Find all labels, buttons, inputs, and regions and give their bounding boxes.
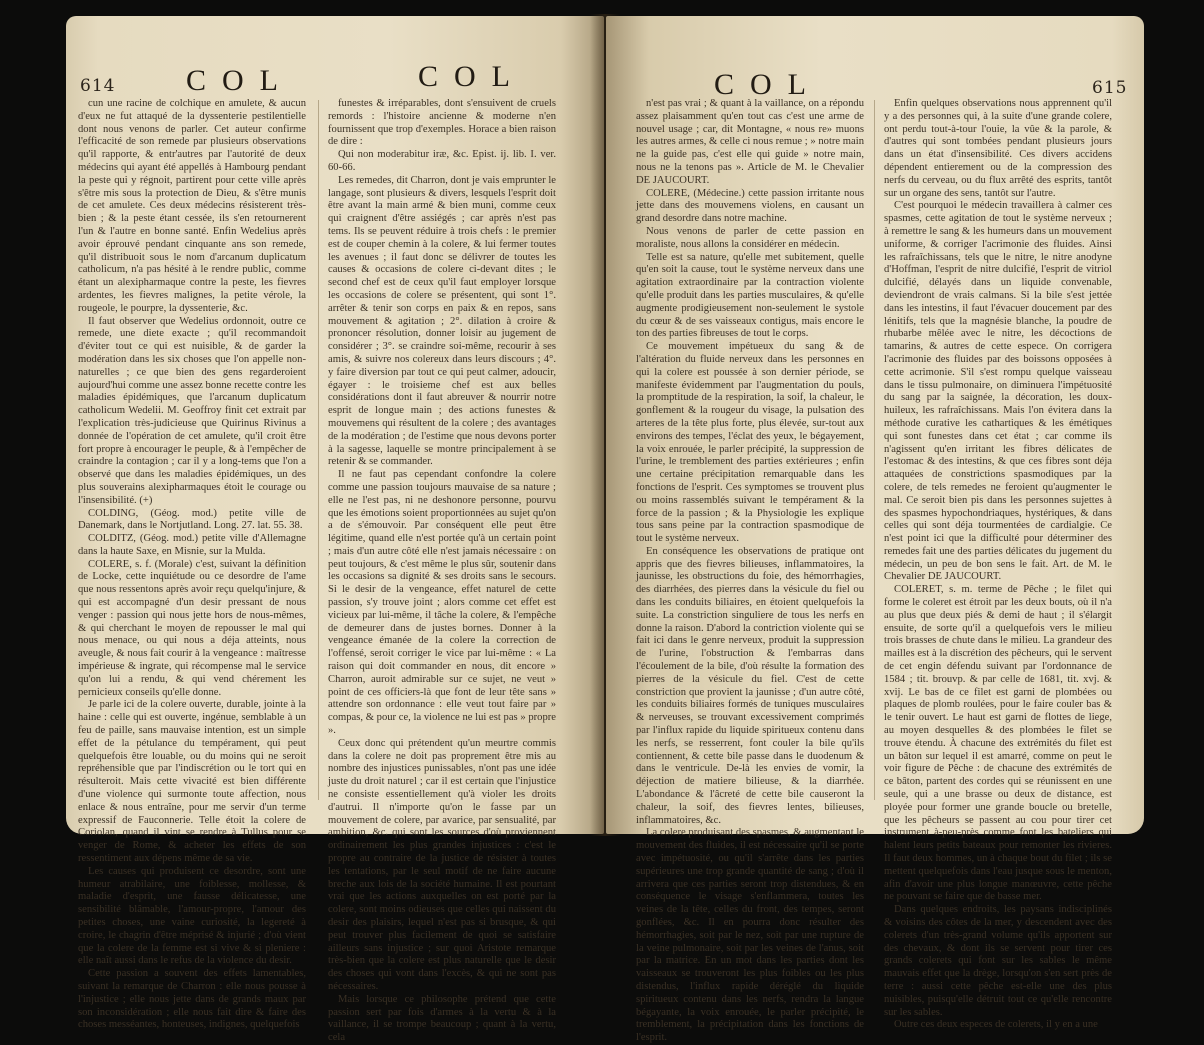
- paragraph: funestes & irréparables, dont s'ensuivent de cruels remords : l'histoire ancienne & moderne n'en fournissent que trop d'exemples. Horace a bien raison de dire :: [328, 98, 556, 148]
- page-number-right: 615: [1092, 78, 1128, 98]
- paragraph: Nous venons de parler de cette passion en moraliste, nous allons la considérer en médecin.: [636, 225, 864, 250]
- paragraph: Ce mouvement impétueux du sang & de l'altération du fluide nerveux dans les personnes en qui la colere est poussée à son dernier période, se manifeste évidemment par l'augmentation du pouls, la promptitude de la respiration, la soif, la chaleur, le gonflement & la rougeur du visage, la pulsation des arteres de la tête plus forte, plus élevée, sur-tout aux environs des tempes, l'éclat des yeux, le bégayement, la voix enrouée, le parler précipité, la suppression de l'urine, le tremblement des parties extérieures ; enfin une certaine précipitation remarquable dans les fonctions de l'esprit. Ces symptomes se trouvent plus ou moins rassemblés suivant le tempérament & la force de la passion ; & la Physiologie les explique tous sans peine par la contraction spasmodique de tout le système nerveux.: [636, 341, 864, 545]
- left-page-column-2: [328, 98, 556, 1044]
- page-number-left: 614: [80, 76, 116, 96]
- paragraph: Il ne faut pas cependant confondre la colere comme une passion toujours mauvaise de sa nature ; elle ne l'est pas, ni ne deshonore personne, pourvu que les émotions soient proportionnées au sujet qu'on a de s'émouvoir. Par conséquent elle peut être légitime, quand elle n'est portée qu'à un certain point ; mais d'un autre côté elle n'est jamais nécessaire : on peut toujours, & c'est même le plus sûr, soutenir dans les occasions sa dignité & ses droits sans le secours. Si le desir de la vengeance, effet naturel de cette passion, s'y trouve joint ; alors comme cet effet est vicieux par lui-même, il tâche la colere, & l'empêche de demeurer dans de justes bornes. Donner à la vengeance émanée de la colere la correction de l'offensé, seroit corriger le vice par lui-même : « La raison qui doit commander en nous, dit encore » Charron, auroit admirable sur ce sujet, ne veut » point de ces officiers-là que font de leur tête sans » attendre son ordonnance : elle veut tout faire par » compas, & pour ce, la violence ne lui est pas » propre ».: [328, 469, 556, 737]
- column-rule: [874, 100, 875, 800]
- paragraph: n'est pas vrai ; & quant à la vaillance, on a répondu assez plaisamment qu'en tout cas c'est une arme de nouvel usage ; car, dit Montagne, « nous re» muons les autres armes, & celle ci nous remue ; » notre main ne la guide pas, c'est elle qui guide » notre main, nous ne la tenons pas ». Article de M. le Chevalier DE JAUCOURT.: [636, 98, 864, 186]
- column-rule: [318, 100, 319, 800]
- paragraph: Telle est sa nature, qu'elle met subitement, quelle qu'en soit la cause, tout le système nerveux dans une agitation extraordinaire par la contraction violente qu'elle produit dans les parties musculaires, & qu'elle augmente prodigieusement non-seulement le systole du cœur & de ses vaisseaux contigus, mais encore le ton des parties fibreuses de tout le corps.: [636, 251, 864, 340]
- paragraph: La colere produisant des spasmes, & augmentant le mouvement des fluides, il est nécessaire qu'il se porte avec impétuosité, ou qu'il s'arrête dans les parties supérieures une trop grande quantité de sang ; d'où il arrivera que ces parties seront trop distendues, & en conséquence le visage s'enflammera, toutes les veines de la tête, celles du front, des tempes, seront gonflées, &c. Il en pourra donc résulter des hémorrhagies, soit par le nez, soit par une rupture de la veine pulmonaire, soit par les veines de l'anus, soit par la matrice. En un mot dans les parties dont les vaisseaux se trouveront les plus foibles ou les plus distendus, l'influx rapide déréglé du liquide spiritueux contenu dans les nerfs, rendra la langue bégayante, la voix enrouée, le parler précipité, le tremblement, la précipitation dans les fonctions de l'esprit.: [636, 827, 864, 1044]
- running-head-right-column: COL: [418, 60, 526, 93]
- paragraph: Les remedes, dit Charron, dont je vais emprunter le langage, sont plusieurs & divers, lesquels l'esprit doit être avant la main armé & bien muni, comme ceux qui craignent d'être assiégés ; car après n'est pas tems. Ils se peuvent réduire à trois chefs : le premier est de couper chemin à la colere, & lui fermer toutes les avenues ; il faut donc se délivrer de toutes les causes & occasions de colere ci-devant dites ; le second chef est de ceux qu'il faut employer lorsque les occasions de colere se présentent, qui sont 1°. arrêter & tenir son corps en paix & en repos, sans mouvement & agitation ; 2°. dilation à croire & prononcer résolution, donner loisir au jugement de considérer ; 3°. se craindre soi-même, recourir à ses amis, & suivre nos colereux dans leurs discours ; 4°. y faire diversion par tout ce qui peut calmer, adoucir, égayer : le troisieme chef est aux belles considérations dont il faut abreuver & nourrir notre esprit de longue main ; des actions funestes & mouvemens qui résultent de la colere ; des avantages de la modération ; de l'estime que nous devons porter à la sagesse, laquelle se montre principalement à se retenir & se commander.: [328, 174, 556, 468]
- paragraph: Outre ces deux especes de colerets, il y en a une: [894, 1019, 1098, 1031]
- left-page-column-1: [78, 98, 306, 1031]
- paragraph: En conséquence les observations de pratique ont appris que des fievres bilieuses, inflammatoires, la jaunisse, les obstructions du foie, des hémorrhagies, des diarrhées, des pierres dans la vésicule du fiel ou dans les conduits biliaires, en étoient quelquefois la suite. La constriction singuliere de tous les nerfs en donne la raison. D'abord la contriction violente qui se fait ici dans le genre nerveux, produit la suppression de l'urine, l'obstruction & l'embarras dans l'écoulement de la bile, d'où résulte la formation des pierres de la vésicule du fiel. C'est de cette constriction que provient la jaunisse ; d'un autre côté, les conduits biliaires formés de tuniques musculaires & nerveuses, se trouvant excessivement comprimés par l'influx rapide du liquide spiritueux contenu dans les nerfs, se resserrent, font couler la bile qu'ils contiennent, & cette bile passe dans le duodenum & dans le ventricule. De-là les envies de vomir, la déjection de matiere bilieuse, & la diarrhée. L'abondance & l'âcreté de cette bile causeront la chaleur, la soif, des fievres lentes, bilieuses, inflammatoires, &c.: [636, 545, 864, 826]
- paragraph: Cette passion a souvent des effets lamentables, suivant la remarque de Charron : elle nous pousse à l'injustice ; elle nous jette dans de grands maux par son inconsidération ; elle nous fait dire & faire des choses messéantes, honteuses, indignes, quelquefois: [78, 968, 306, 1031]
- left-page: [66, 16, 604, 1044]
- right-page: [606, 16, 1144, 1044]
- paragraph: Il faut observer que Wedelius ordonnoit, outre ce remede, une diete exacte ; qu'il recommandoit d'éviter tout ce qui est nuisible, & de garder la modération dans les six choses que l'on appelle non-naturelles ; ce que bien des gens regarderoient aujourd'hui comme une assez bonne recette contre les maladies épidémiques, que l'arcanum duplicatum catholicum Wedelii. M. Geoffroy finit cet extrait par l'explication très-judicieuse que Quirinus Rivinus a donnée de l'opération de cet amulete, qu'il croit être fort propre à encourager le peuple, & à l'empêcher de craindre la contagion ; car il y a long-tems que l'on a observé que dans les maladies épidémiques, un des plus souverains alexipharmaques étoit le courage ou l'insensibilité. (+): [78, 315, 306, 506]
- paragraph: Enfin quelques observations nous apprennent qu'il y a des personnes qui, à la suite d'une grande colere, ont perdu tout-à-tour l'ouie, la vûe & la parole, & d'autres qui sont tombées pendant plusieurs jours dans un état d'insensibilité. Ces divers accidens dépendent entierement ou de la compression des nerfs du cerveau, ou du flux arrêté des esprits, tantôt sur un organe des sens, tantôt sur l'autre.: [884, 98, 1112, 199]
- paragraph: Les causes qui produisent ce desordre, sont une humeur atrabilaire, une foiblesse, mollesse, & maladie d'esprit, une fausse délicatesse, une sensibilité blâmable, l'amour-propre, l'amour des petites choses, une vaine curiosité, la legereté à croire, le chagrin d'être méprisé & injurié ; d'où vient que la colere de la femme est si vive & si pleniere : elle naît aussi dans le refus de la violence du desir.: [78, 865, 306, 967]
- right-page-column-1: [636, 98, 864, 1044]
- running-head-left-column: COL: [186, 64, 294, 97]
- paragraph: COLERET, s. m. terme de Pêche ; le filet qui forme le coleret est étroit par les deux bouts, où il n'a au plus que deux piés & demi de haut ; il s'élargit ensuite, de sorte qu'il a quelquefois vers le milieu trois brasses de chute dans le milieu. La grandeur des mailles est à la discrétion des pêcheurs, qui le servent de cet engin défendu suivant par l'ordonnance de 1584 ; tit. brouvp. & par celle de 1681, tit. xvj. & xvij. Le bas de ce filet est garni de plombées ou plaques de plomb roulées, pour le faire couler bas & le tenir ouvert. Le haut est garni de flottes de liege, au moyen desquelles & des plombées le filet se trouve étendu. À chacune des extrémités du filet est un bâton sur lequel il est amarré, comme on peut le voir figure de Pêche : de chacune des extrémités de ce bâton, partent des cordes qui se réunissent en une seule, qui a une brasse ou deux de distance, est ployée pour former une grande boucle ou bretelle, que les pêcheurs se passent au cou pour tirer cet instrument à-peu-près comme font les bateliers qui halent leurs petits bateaux pour remonter les rivieres. Il faut deux hommes, un à chaque bout du filet ; ils se mettent quelquefois dans l'eau jusque sous le menton, afin d'avoir une plus longue manœuvre, cette pêche ne pouvant se faire que de basse mer.: [884, 584, 1112, 903]
- paragraph: COLERE, s. f. (Morale) c'est, suivant la définition de Locke, cette inquiétude ou ce desordre de l'ame que nous ressentons après avoir reçu quelqu'injure, & qui est accompagné d'un desir pressant de nous venger : passion qui nous jette hors de nous-mêmes, & qui cherchant le moyen de repousser le mal qui nous menace, ou qui nous a déja atteints, nous aveugle, & nous fait courir à la vengeance : maîtresse impérieuse & ingrate, qui récompense mal le service qu'on lui a rendu, & qui vend chérement les pernicieux conseils qu'elle donne.: [78, 558, 306, 698]
- paragraph: Je parle ici de la colere ouverte, durable, jointe à la haine : celle qui est ouverte, ingénue, semblable à un feu de paille, sans mauvaise intention, est un simple effet de la pétulance du tempérament, qui peut quelquefois être louable, ou du moins qui ne seroit repréhensible que par l'indiscrétion ou le tort qui en résulteroit. Mais cette vivacité est bien différente d'une violence qui surmonte toute affection, nous enlace & nous entraîne, pour me servir d'un terme expressif de Fauconnerie. Telle étoit la colere de Coriolan, quand il vint se rendre à Tullus pour se venger de Rome, & acheter les effets de son ressentiment aux dépens même de sa vie.: [78, 699, 306, 865]
- paragraph: COLDITZ, (Géog. mod.) petite ville d'Allemagne dans la haute Saxe, en Misnie, sur la Mulda.: [78, 533, 306, 557]
- paragraph: Dans quelques endroits, les paysans indisciplinés & voisins des côtes de la mer, y descendent avec des colerets d'un très-grand volume qu'ils apportent sur des chevaux, & dont ils se servent pour tirer ces grands colerets qui font sur les sables le même mauvais effet que la drège, lorsqu'on s'en sert près de terre : aussi cette pêche est-elle une des plus nuisibles, puisqu'elle détruit tout ce qu'elle rencontre sur les sables.: [884, 904, 1112, 1018]
- paragraph: Ceux donc qui prétendent qu'un meurtre commis dans la colere ne doit pas proprement être mis au nombre des injustices punissables, n'ont pas une idée juste du droit naturel ; car il est certain que l'injustice ne consiste essentiellement qu'à violer les droits d'autrui. Il n'importe qu'on le fasse par un mouvement de colere, par avarice, par sensualité, par ambition, &c. qui sont les sources d'où proviennent ordinairement les plus grandes injustices : c'est le propre au contraire de la justice de résister à toutes les tentations, par le seul motif de ne faire aucune breche aux lois de la société humaine. Il est pourtant vrai que les actions auxquelles on est porté par la colere, sont moins odieuses que celles qui naissent du desir des plaisirs, lequel n'est pas si brusque, & qui peut trouver plus facilement de quoi se satisfaire ailleurs sans injustice ; sur quoi Aristote remarque très-bien que la colere est plus naturelle que le desir des choses qui vont dans l'excès, & qui ne sont pas nécessaires.: [328, 737, 556, 992]
- paragraph: cun une racine de colchique en amulete, & aucun d'eux ne fut attaqué de la dyssenterie pestilentielle dont nous venons de parler. Cet auteur confirme l'efficacité de son remede par plusieurs observations qu'il rapporte, & entr'autres par l'autorité de deux médecins qui ayant été appellés à Hambourg pendant la peste qui y régnoit, partirent pour cette ville après s'être mis sous la protection de Dieu, & s'être munis de cet amulete. Ces deux médecins résisterent très-bien ; & la peste étant cessée, ils s'en retournerent l'un & l'autre en bonne santé. Enfin Wedelius après avoir éprouvé pendant cinquante ans son remede, qu'il distribuoit sous le nom d'arcanum duplicatum catholicum, n'a pas hésité à le rendre public, comme étant un alexipharmaque contre la peste, les fievres ardentes, les fievres malignes, la petite vérole, la rougeole, le pourpre, la dyssenterie, &c.: [78, 98, 306, 314]
- running-head-right-page: COL: [714, 68, 822, 101]
- paragraph: Qui non moderabitur iræ, &c. Epist. ij. lib. I. ver. 60-66.: [328, 149, 556, 173]
- paragraph: COLDING, (Géog. mod.) petite ville de Danemark, dans le Nortjutland. Long. 27. lat. 55. 38.: [78, 507, 306, 532]
- paragraph: C'est pourquoi le médecin travaillera à calmer ces spasmes, cette agitation de tout le système nerveux ; à remettre le sang & les humeurs dans un mouvement uniforme, & corriger l'acrimonie des fluides. Ainsi les rafraîchissans, tels que le nitre, le nitre anodyne d'Hoffman, l'esprit de nitre dulcifié, l'esprit de vitriol dulcifié, délayés dans un liquide convenable, deviendront de vrais calmans. Si la bile s'est jettée dans les intestins, il faut l'évacuer doucement par des lénitifs, tels que la magnésie blanche, la poudre de rhubarbe mêlée avec le nitre, les décoctions de tamarins, & autres de cette espece. On corrigera l'acrimonie des fluides par des boissons opposées à cette acrimonie. S'il s'est rompu quelque vaisseau dans le tissu pulmonaire, on diminuera l'impétuosité du sang par la saignée, la décoration, les doux-huileux, les rafraîchissans. Mais l'on évitera dans la méthode curative les cathartiques & les émétiques qui sont funestes dans cet état ; car comme ils n'agissent qu'en irritant les fibres délicates de l'estomac & des intestins, & que ces fibres sont déja attaquées de constrictions spasmodiques par la colere, de tels remedes ne feroient qu'augmenter le mal. Ce seroit bien pis dans les personnes sujettes à des spasmes hypochondriaques, hystériques, & dans celles qui sont déja tourmentées de cardialgie. Ce n'est point ici que la difficulté pour déterminer des remedes fait une des parties délicates du jugement du médecin, un peu de bon sens le fait. Art. de M. le Chevalier DE JAUCOURT.: [884, 200, 1112, 583]
- paragraph: Mais lorsque ce philosophe prétend que cette passion sert par fois d'armes à la vertu & à la vaillance, il se trompe beaucoup ; quant à la vertu, cela: [328, 993, 556, 1044]
- paragraph: COLERE, (Médecine.) cette passion irritante nous jette dans des mouvemens violens, en causant un grand desordre dans notre machine.: [636, 187, 864, 225]
- right-page-column-2: [884, 98, 1112, 1031]
